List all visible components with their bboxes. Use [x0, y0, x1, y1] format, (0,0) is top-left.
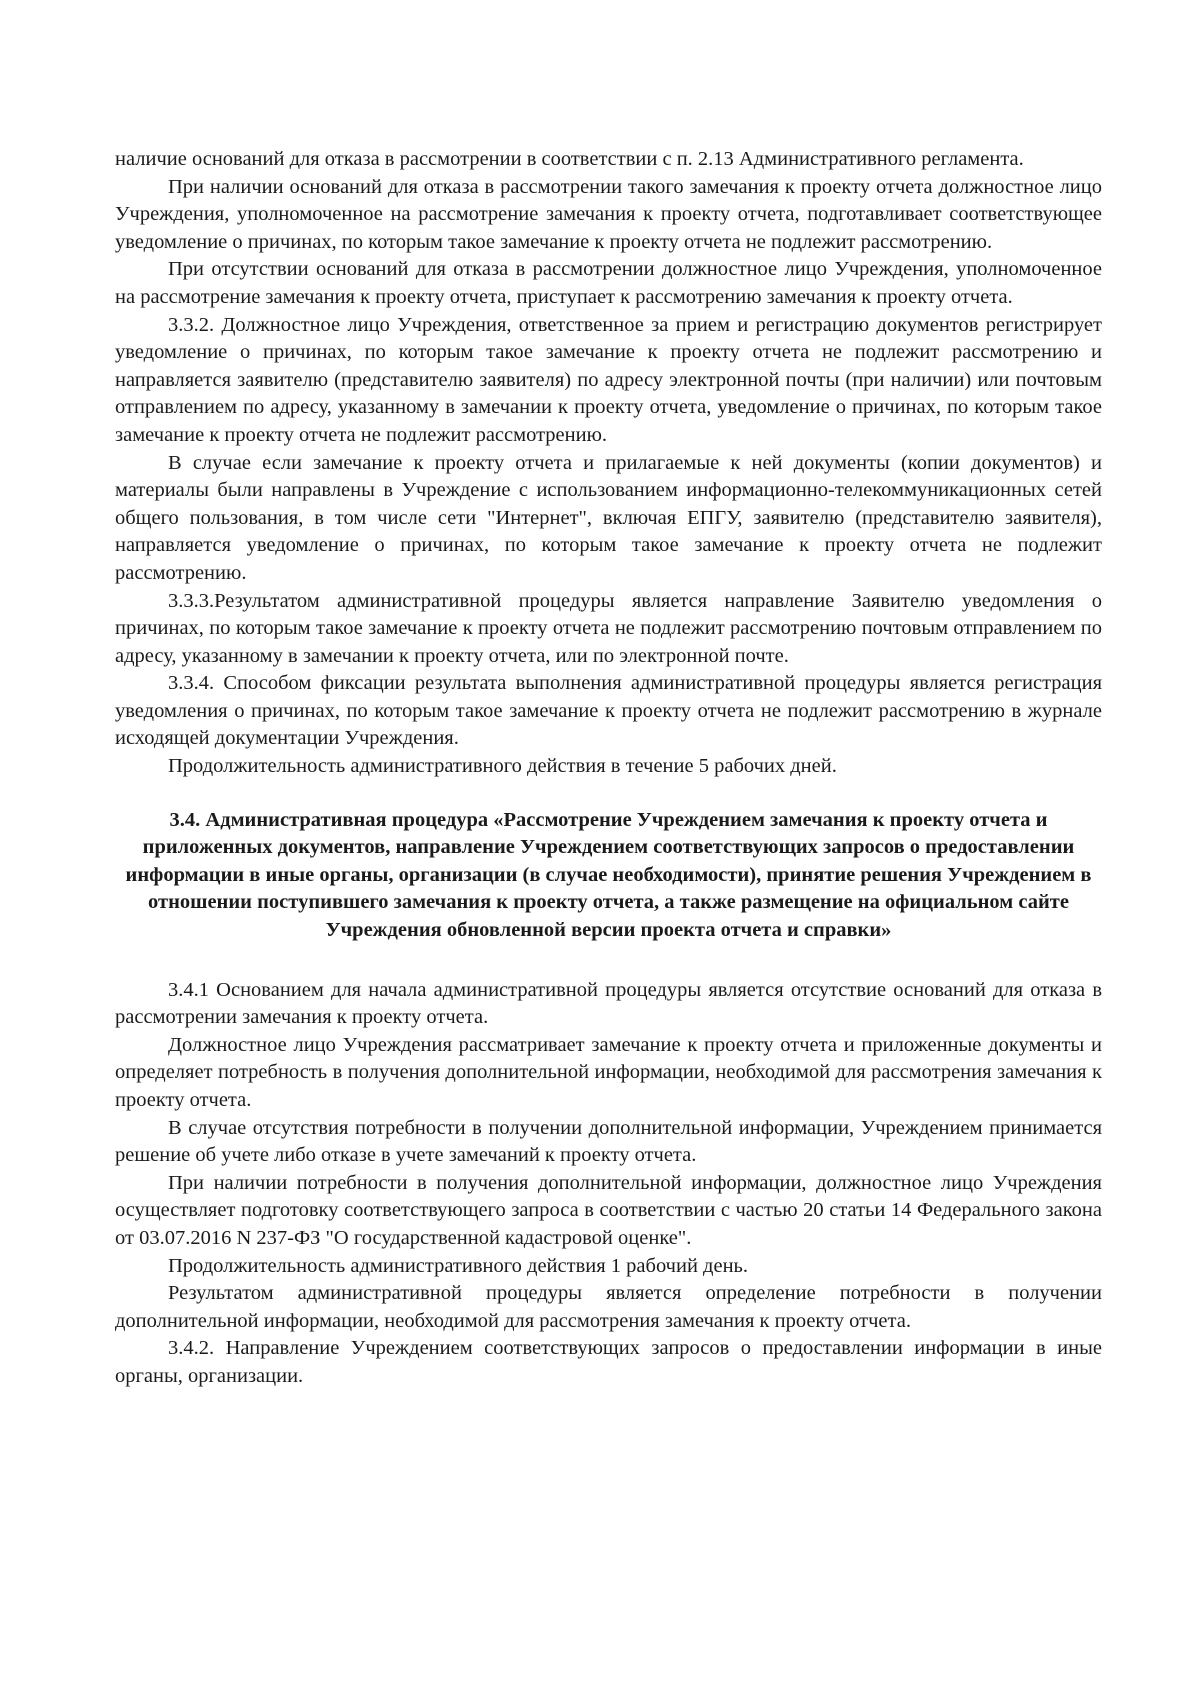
- paragraph-official-review: Должностное лицо Учреждения рассматривает замечание к проекту отчета и приложенные документы и определяет потребность в получения дополнительной информации, необходимой для рассмотрения замечания к проекту отчета.: [115, 1033, 1102, 1111]
- paragraph-no-refusal-grounds: При отсутствии оснований для отказа в рассмотрении должностное лицо Учреждения, уполномоченное на рассмотрение замечания к проекту отчета, приступает к рассмотрению замечания к проекту отчета.: [115, 258, 1102, 308]
- paragraph-refusal-grounds: При наличии оснований для отказа в рассмотрении такого замечания к проекту отчета должностное лицо Учреждения, уполномоченное на рассмотрение замечания к проекту отчета, подготавливает соответствующее уведомление о причинах, по которым такое замечание к проекту отчета не подлежит рассмотрению.: [115, 175, 1102, 253]
- paragraph-3-4-2: 3.4.2. Направление Учреждением соответствующих запросов о предоставлении информации в иные органы, организации.: [115, 1337, 1102, 1387]
- paragraph-duration-5-days: Продолжительность административного действия в течение 5 рабочих дней.: [168, 755, 837, 778]
- paragraph-procedure-result: Результатом административной процедуры является определение потребности в получении дополнительной информации, необходимой для рассмотрения замечания к проекту отчета.: [115, 1282, 1102, 1332]
- paragraph-3-3-2: 3.3.2. Должностное лицо Учреждения, ответственное за прием и регистрацию документов регистрирует уведомление о причинах, по которым такое замечание к проекту отчета не подлежит рассмотрению и направляется заявителю (представителю заявителя) по адресу электронной почты (при наличии) или почтовым отправлением по адресу, указанному в замечании к проекту отчета, уведомление о причинах, по которым такое замечание к проекту отчета не подлежит рассмотрению.: [115, 313, 1102, 446]
- document-page: [115, 146, 1102, 1391]
- paragraph-duration-1-day: Продолжительность административного действия 1 рабочий день.: [168, 1254, 749, 1277]
- paragraph-additional-info-request: При наличии потребности в получения дополнительной информации, должностное лицо Учреждения осуществляет подготовку соответствующего запроса в соответствии с частью 20 статьи 14 Федерального закона от 03.07.2016 N 237-ФЗ "О государственной кадастровой оценке".: [115, 1171, 1102, 1249]
- paragraph-no-additional-info: В случае отсутствия потребности в получении дополнительной информации, Учреждением принимается решение об учете либо отказе в учете замечаний к проекту отчета.: [115, 1116, 1102, 1167]
- paragraph-3-3-4: 3.3.4. Способом фиксации результата выполнения административной процедуры является регистрация уведомления о причинах, по которым такое замечание к проекту отчета не подлежит рассмотрению в журнале исходящей документации Учреждения.: [115, 672, 1102, 750]
- paragraph-3-3-3: 3.3.3.Результатом административной процедуры является направление Заявителю уведомления о причинах, по которым такое замечание к проекту отчета не подлежит рассмотрению почтовым отправлением по адресу, указанному в замечании к проекту отчета, или по электронной почте.: [115, 589, 1102, 667]
- section-heading-3-4: 3.4. Административная процедура «Рассмотрение Учреждением замечания к проекту отчета и приложенных документов, направление Учреждением соответствующих запросов о предоставлении информации в иные органы, организации (в случае необходимости), принятие решения Учреждением в отношении поступившего замечания к проекту отчета, а также размещение на официальном сайте Учреждения обновленной версии проекта отчета и справки»: [125, 808, 1092, 942]
- paragraph-3-4-1: 3.4.1 Основанием для начала административной процедуры является отсутствие оснований для отказа в рассмотрении замечания к проекту отчета.: [115, 978, 1102, 1029]
- paragraph-continuation: наличие оснований для отказа в рассмотрении в соответствии с п. 2.13 Административного регламента.: [115, 148, 1024, 170]
- paragraph-electronic-submission: В случае если замечание к проекту отчета и прилагаемые к ней документы (копии документов) и материалы были направлены в Учреждение с использованием информационно-телекоммуникационных сетей общего пользования, в том числе сети "Интернет", включая ЕПГУ, заявителю (представителю заявителя), направляется уведомление о причинах, по которым такое замечание к проекту отчета не подлежит рассмотрению.: [115, 451, 1102, 584]
